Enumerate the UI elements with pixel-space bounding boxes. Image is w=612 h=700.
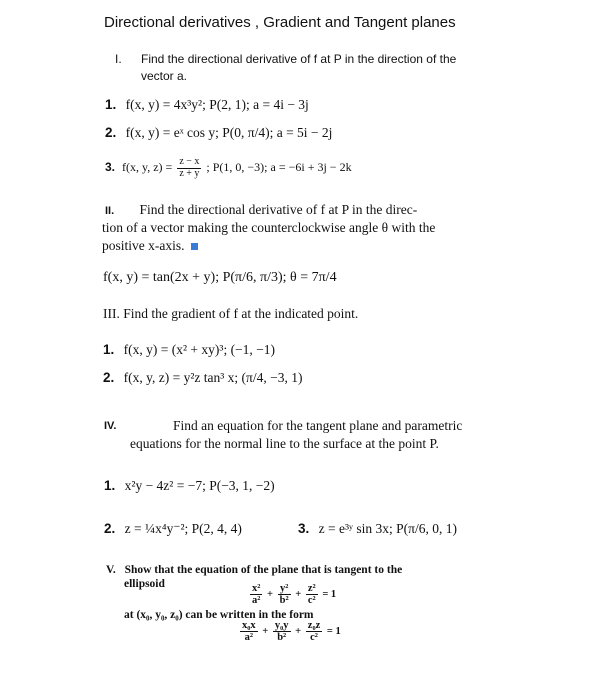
fraction-denominator: z + y: [179, 167, 200, 179]
fraction-numerator: z²: [307, 583, 316, 594]
fraction: [306, 583, 318, 606]
section-1-item-2: [105, 125, 332, 141]
item-text: z = ¼x⁴y⁻²; P(2, 4, 4): [124, 521, 242, 536]
equation-rhs: = 1: [322, 588, 337, 600]
fraction-numerator: z₀z: [307, 620, 321, 631]
section-3-item-1: [103, 342, 275, 358]
item-number: 3.: [298, 521, 310, 536]
section-2-numeral: II.: [105, 205, 115, 217]
fraction: [306, 620, 322, 643]
section-3-item-2: [103, 370, 302, 386]
fraction-denominator: a²: [244, 632, 254, 644]
fraction-denominator: b²: [279, 595, 289, 607]
section-2-line1: [105, 202, 417, 218]
section-1-line2: vector a.: [141, 69, 188, 83]
item-rest: ; P(1, 0, −3); a = −6i + 3j − 2k: [206, 159, 352, 174]
item-text: z = e³ʸ sin 3x; P(π/6, 0, 1): [318, 521, 457, 536]
fraction-numerator: z − x: [179, 156, 200, 167]
plus-sign: +: [295, 625, 302, 637]
plus-sign: +: [267, 588, 274, 600]
fraction-numerator: y₀y: [274, 620, 289, 631]
section-1-item-1: [105, 97, 309, 113]
fraction: [250, 583, 262, 606]
fraction: [240, 620, 258, 643]
item-number: 2.: [104, 521, 116, 536]
section-3-heading: III. Find the gradient of f at the indicated point.: [103, 306, 359, 321]
item-text: f(x, y, z) = y²z tan³ x; (π/4, −3, 1): [123, 370, 303, 385]
end-of-text-marker-icon: [191, 243, 198, 250]
section-5-line3: at (x₀, y₀, z₀) can be written in the form: [124, 609, 314, 621]
item-text: f(x, y) = eˣ cos y; P(0, π/4); a = 5i − 2j: [125, 125, 333, 140]
section-2-formula: f(x, y) = tan(2x + y); P(π/6, π/3); θ = 7π/4: [103, 270, 337, 285]
section-4-line2: equations for the normal line to the surface at the point P.: [130, 436, 439, 451]
section-2-line3-text: positive x-axis.: [102, 238, 185, 253]
page-title: Directional derivatives , Gradient and Tangent planes: [104, 14, 456, 31]
fraction: [278, 583, 291, 606]
fraction-denominator: c²: [307, 595, 316, 607]
item-number: 1.: [104, 478, 116, 493]
ellipsoid-equation: [248, 583, 336, 606]
item-number: 2.: [103, 370, 115, 385]
section-1-line1: Find the directional derivative of f at P in the direction of the: [141, 52, 457, 66]
section-2-line1-text: Find the directional derivative of f at P in the direc-: [139, 202, 418, 217]
section-1-item-3: [105, 157, 352, 179]
section-4-numeral: IV.: [104, 420, 117, 432]
fraction-numerator: x₀x: [242, 620, 256, 631]
item-number: 2.: [105, 125, 117, 140]
item-number: 3.: [105, 159, 116, 174]
section-1-numeral: I.: [115, 52, 122, 66]
item-lhs: f(x, y, z) =: [122, 159, 173, 174]
item-number: 1.: [105, 97, 117, 112]
equation-rhs: = 1: [326, 625, 341, 637]
section-5-line2: ellipsoid: [124, 578, 165, 590]
tangent-plane-equation: [238, 620, 341, 643]
fraction-denominator: b²: [277, 632, 287, 644]
plus-sign: +: [295, 588, 302, 600]
section-4-item-1: [104, 478, 275, 494]
section-5-numeral: V.: [106, 564, 116, 576]
fraction: [177, 157, 201, 179]
fraction-numerator: y²: [278, 583, 291, 595]
fraction-numerator: x²: [252, 583, 261, 594]
section-2-line2: tion of a vector making the counterclockwise angle θ with the: [102, 220, 436, 235]
item-text: f(x, y) = (x² + xy)³; (−1, −1): [123, 342, 276, 357]
fraction: [273, 620, 291, 643]
item-text: x²y − 4z² = −7; P(−3, 1, −2): [124, 478, 275, 493]
section-4-item-3: [298, 521, 457, 537]
section-4-line1: Find an equation for the tangent plane and parametric: [173, 418, 463, 433]
fraction-denominator: a²: [252, 595, 261, 607]
item-text: f(x, y) = 4x³y²; P(2, 1); a = 4i − 3j: [125, 97, 309, 112]
section-5-line1: [106, 564, 402, 576]
section-4-item-2: [104, 521, 242, 537]
plus-sign: +: [262, 625, 269, 637]
section-2-line3: [102, 238, 198, 254]
item-number: 1.: [103, 342, 115, 357]
fraction-denominator: c²: [310, 632, 318, 644]
section-5-line1-text: Show that the equation of the plane that is tangent to the: [124, 564, 403, 576]
